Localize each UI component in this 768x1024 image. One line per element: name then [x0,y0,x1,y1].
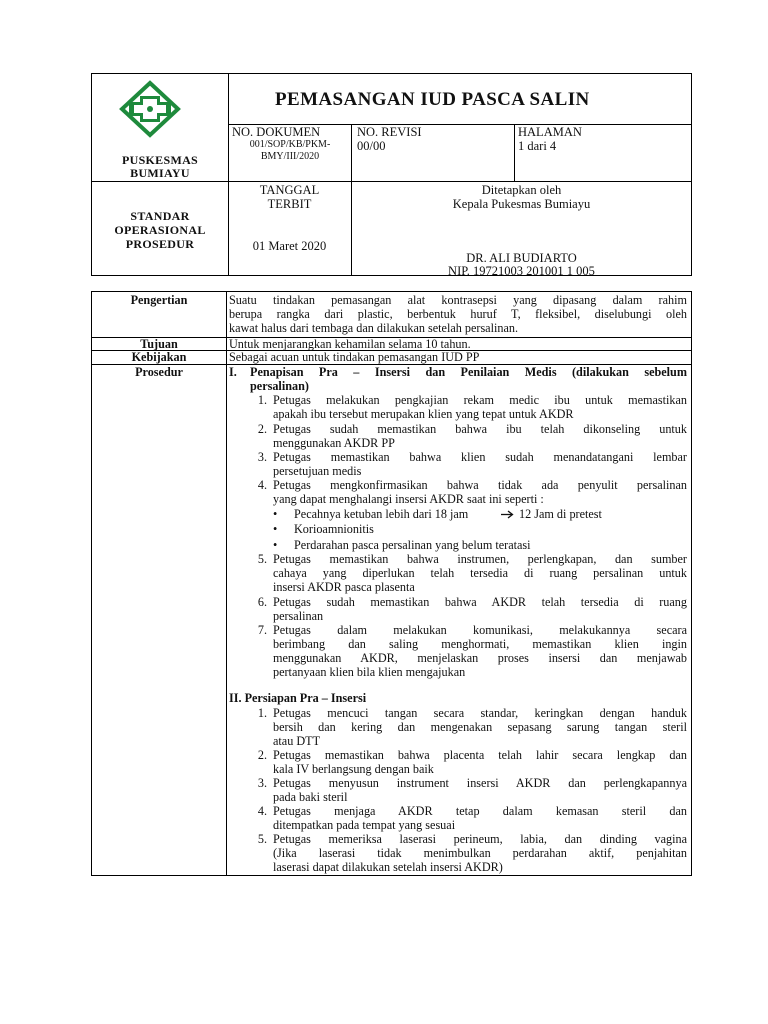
bullet-dot-icon: • [273,522,278,536]
section1-title-line2: persalinan) [250,379,309,393]
list-item-line: menggunakan AKDR PP [273,436,395,450]
list-item-line: atau DTT [273,734,321,748]
list-item-line: persetujuan medis [273,464,362,478]
list-item-line: insersi AKDR pasca plasenta [273,580,415,594]
pengertian-text-line2: berupa rangka dari plastic, berbentuk huruf T, fleksibel, diselubungi oleh [229,307,687,321]
column-divider [226,292,227,875]
list-item-line: kala IV berlangsung dengan baik [273,762,434,776]
no-dokumen-value-line2: BMY/III/2020 [260,151,320,162]
list-item-number: 3. [257,776,267,790]
pengertian-label: Pengertian [130,293,188,307]
list-item-number: 3. [257,450,267,464]
list-item-number: 4. [257,478,267,492]
list-item-number: 4. [257,804,267,818]
list-item-number: 5. [257,552,267,566]
list-item-line: Petugas mencuci tangan secara standar, keringkan dengan handuk [273,706,687,720]
list-item-line: ditempatkan pada tempat yang sesuai [273,818,456,832]
list-item-line: pada baki steril [273,790,348,804]
list-item-line: berimbang dan saling menghormati, memastikan klien ingin [273,637,687,651]
list-item-line: Petugas menjaga AKDR tetap dalam kemasan steril dan [273,804,687,818]
kepala-nip: NIP. 19721003 201001 1 005 [448,264,595,278]
list-item-number: 6. [257,595,267,609]
list-item-line: laserasi dapat dilakukan setelah insersi AKDR) [273,860,503,874]
bullet-text: Perdarahan pasca persalinan yang belum teratasi [294,538,531,552]
kebijakan-label: Kebijakan [131,350,187,364]
divider [92,181,691,182]
bullet-dot-icon: • [273,507,278,521]
list-item-line: Petugas melakukan pengkajian rekam medic ibu untuk memastikan [273,393,687,407]
halaman-label: HALAMAN [518,125,582,139]
bullet-text: Pecahnya ketuban lebih dari 18 jam [294,507,469,521]
section1-marker: I. [229,365,237,379]
tanggal-value: 01 Maret 2020 [252,239,327,253]
section1-title-line1: Penapisan Pra – Insersi dan Penilaian Medis (dilakukan sebelum [250,365,687,379]
no-revisi-value: 00/00 [357,139,386,153]
arrow-right-icon [501,510,515,519]
list-item-line: Petugas memastikan bahwa placenta telah lahir secara lengkap dan [273,748,687,762]
section2-title: II. Persiapan Pra – Insersi [229,691,367,705]
list-item-line: yang dapat menghalangi insersi AKDR saat ini seperti : [273,492,544,506]
list-item-number: 5. [257,832,267,846]
list-item-line: Petugas sudah memastikan bahwa ibu telah dikonseling untuk [273,422,687,436]
pengertian-text-line3: kawat halus dari tembaga dan dilakukan setelah persalinan. [229,321,519,335]
puskesmas-logo-icon [119,80,181,138]
kepala-name: DR. ALI BUDIARTO [466,251,577,265]
tanggal-label-line1: TANGGAL [259,183,320,197]
sop-content-table [91,291,692,876]
prosedur-label: Prosedur [135,365,183,379]
no-dokumen-label: NO. DOKUMEN [232,125,321,139]
list-item-number: 2. [257,748,267,762]
sop-header [91,73,692,276]
divider [514,124,515,181]
list-item-line: Petugas menyusun instrument insersi AKDR dan perlengkapannya [273,776,687,790]
list-item-number: 1. [257,393,267,407]
no-dokumen-value-line1: 001/SOP/KB/PKM- [249,139,331,150]
tujuan-label: Tujuan [140,337,178,351]
kebijakan-text: Sebagai acuan untuk tindakan pemasangan IUD PP [229,350,480,364]
list-item-line: (Jika laserasi tidak menimbulkan perdarahan aktif, penjahitan [273,846,687,860]
list-item-line: Petugas dalam melakukan komunikasi, melakukannya secara [273,623,687,637]
document-title: PEMASANGAN IUD PASCA SALIN [275,89,590,110]
divider [351,124,352,181]
tanggal-label-line2: TERBIT [267,197,312,211]
bullet-dot-icon: • [273,538,278,552]
org-name-line1: PUSKESMAS [121,153,199,167]
bullet-text: Korioamnionitis [294,522,374,536]
list-item-line: Petugas memeriksa laserasi perineum, labia, dan dinding vagina [273,832,687,846]
list-item-number: 1. [257,706,267,720]
list-item-line: Petugas memastikan bahwa instrumen, perlengkapan, dan sumber [273,552,687,566]
no-revisi-label: NO. REVISI [357,125,422,139]
list-item-line: menggunakan AKDR, menjelaskan proses insersi dan menjawab [273,651,687,665]
ditetapkan-line1: Ditetapkan oleh [481,183,562,197]
list-item-line: Petugas sudah memastikan bahwa AKDR telah tersedia di ruang [273,595,687,609]
pengertian-text-line1: Suatu tindakan pemasangan alat kontrasepsi yang dipasang dalam rahim [229,293,687,307]
list-item-line: persalinan [273,609,324,623]
sop-label-line3: PROSEDUR [125,237,195,251]
list-item-line: apakah ibu tersebut merupakan klien yang tepat untuk AKDR [273,407,574,421]
tujuan-text: Untuk menjarangkan kehamilan selama 10 tahun. [229,337,471,351]
sop-label-line2: OPERASIONAL [114,223,206,237]
list-item-line: pertanyaan klien bila klien mengajukan [273,665,466,679]
bullet-text: 12 Jam di pretest [519,507,602,521]
sop-label-line1: STANDAR [130,209,190,223]
list-item-line: Petugas mengkonfirmasikan bahwa tidak ada penyulit persalinan [273,478,687,492]
list-item-number: 2. [257,422,267,436]
list-item-number: 7. [257,623,267,637]
ditetapkan-line2: Kepala Pukesmas Bumiayu [452,197,591,211]
list-item-line: bersih dan kering dan mengenakan sepasang sarung tangan steril [273,720,687,734]
org-name-line2: BUMIAYU [130,166,190,180]
list-item-line: Petugas memastikan bahwa klien sudah menandatangani lembar [273,450,687,464]
list-item-line: cahaya yang diperlukan telah tersedia di ruang persalinan untuk [273,566,687,580]
halaman-value: 1 dari 4 [518,139,557,153]
